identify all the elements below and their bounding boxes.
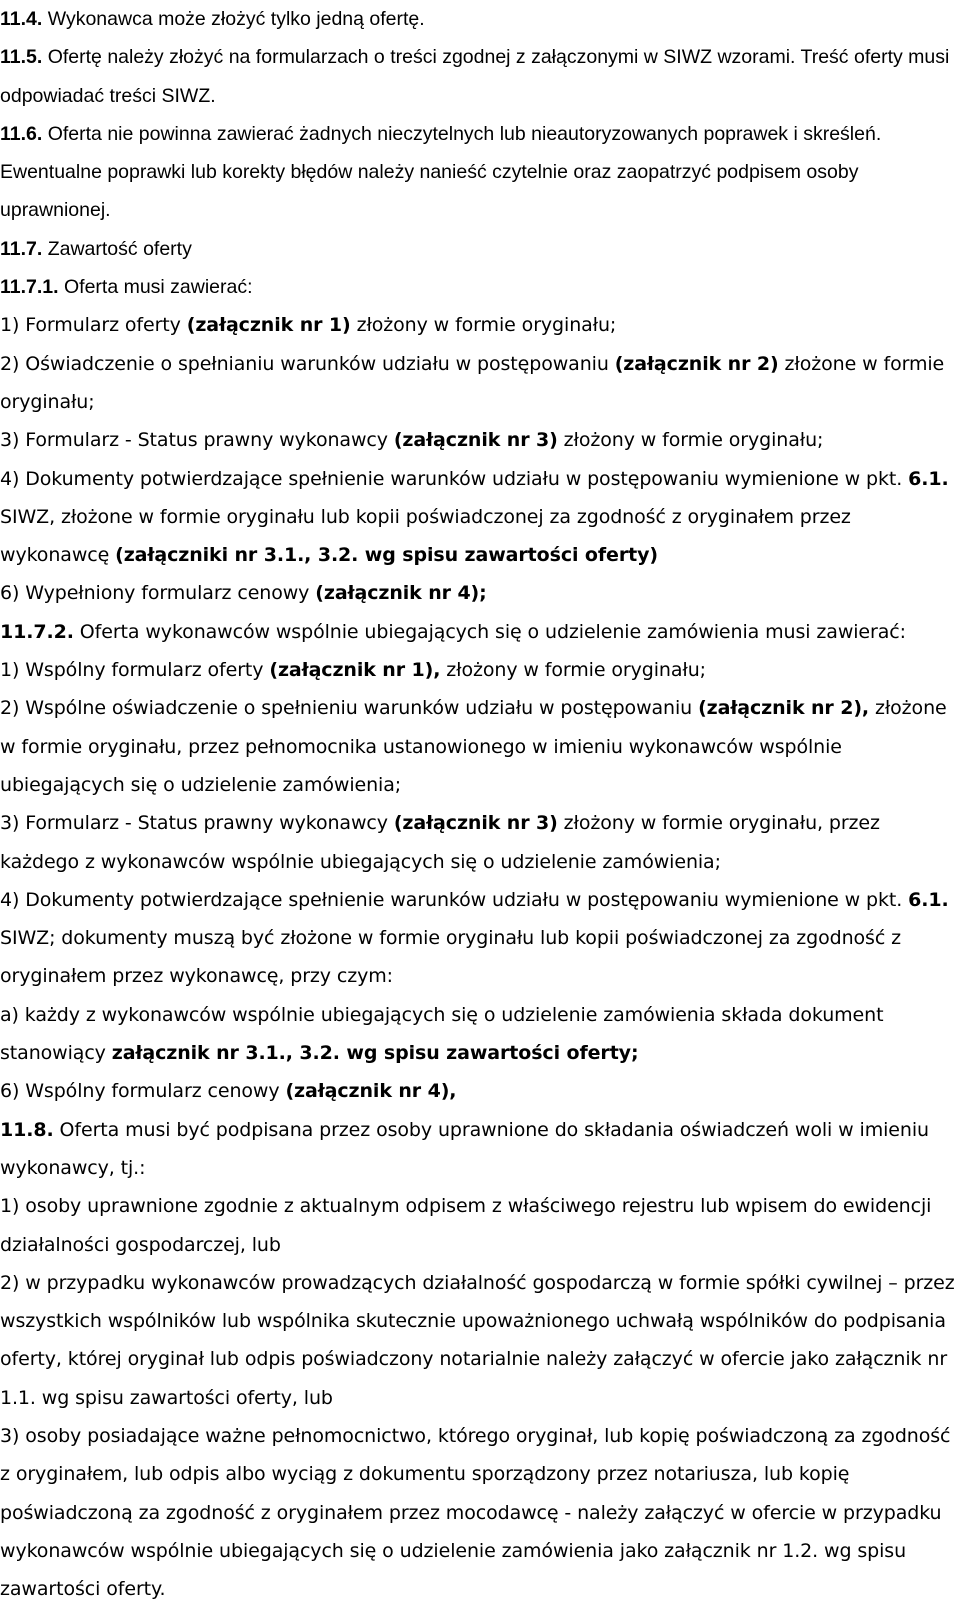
- list-text: 3) Formularz - Status prawny wykonawcy: [0, 812, 394, 835]
- list-item: [0, 804, 958, 881]
- section-text: Wykonawca może złożyć tylko jedną ofertę.: [42, 8, 425, 30]
- section-11-7-2: [0, 613, 958, 651]
- list-text: złożony w formie oryginału;: [350, 314, 617, 337]
- list-text: złożony w formie oryginału;: [557, 429, 824, 452]
- list-bold: (załączniki nr 3.1., 3.2. wg spisu zawartości oferty): [115, 544, 658, 567]
- section-number: 11.7.2.: [0, 620, 74, 643]
- list-bold: załącznik nr 3.1., 3.2. wg spisu zawartości oferty;: [111, 1042, 639, 1065]
- list-text: 4) Dokumenty potwierdzające spełnienie warunków udziału w postępowaniu wymienione w pkt.: [0, 888, 909, 911]
- list-text: 1) Formularz oferty: [0, 314, 187, 337]
- list-bold: (załącznik nr 3): [393, 812, 558, 835]
- list-text: złożony w formie oryginału, przez każdego z wykonawców wspólnie ubiegających się o udzielenie zamówienia;: [0, 812, 880, 873]
- list-text: 3) Formularz - Status prawny wykonawcy: [0, 429, 394, 452]
- list-text: złożone w formie oryginału, przez pełnomocnika ustanowionego w imieniu wykonawców wspólnie ubiegających się o udzielenie zamówienia;: [0, 697, 947, 796]
- list-item: [0, 460, 958, 575]
- list-bold: (załącznik nr 1),: [269, 659, 441, 682]
- list-text: 6) Wypełniony formularz cenowy: [0, 582, 316, 605]
- section-11-4: [0, 0, 958, 38]
- section-11-7: [0, 230, 958, 268]
- list-text: SIWZ; dokumenty muszą być złożone w formie oryginału lub kopii poświadczonej za zgodność z oryginałem przez wykonawcę, przy czym:: [0, 927, 901, 988]
- list-bold: (załącznik nr 4);: [315, 582, 487, 605]
- list-bold: (załącznik nr 3): [393, 429, 558, 452]
- list-text: złożone w formie oryginału;: [0, 352, 945, 413]
- section-number: 11.6.: [0, 122, 43, 145]
- list-item: 2) w przypadku wykonawców prowadzących działalność gospodarczą w formie spółki cywilnej – przez wszystkich wspólników lub wspólnika skutecznie upoważnionego uchwałą wspólników do podpisania oferty, której oryginał lub odpis poświadczony notarialnie należy załączyć w ofercie jako załącznik nr 1.1. wg spisu zawartości oferty, lub: [0, 1271, 955, 1409]
- list-item: [0, 881, 958, 996]
- section-text: Oferta musi zawierać:: [58, 276, 253, 299]
- section-number: 11.7.: [0, 237, 43, 260]
- list-item: [0, 345, 958, 422]
- section-text: Oferta musi być podpisana przez osoby uprawnione do składania oświadczeń woli w imieniu wykonawcy, tj.:: [0, 1118, 929, 1179]
- list-item: [0, 1072, 958, 1110]
- list-bold: (załącznik nr 1): [186, 314, 351, 337]
- section-number: 11.5.: [0, 46, 43, 69]
- section-number: 11.8.: [0, 1118, 54, 1141]
- list-item: [0, 306, 958, 344]
- list-item: [0, 996, 958, 1073]
- section-text: Ofertę należy złożyć na formularzach o treści zgodnej z załączonymi w SIWZ wzorami. Treść oferty musi odpowiadać treści SIWZ.: [0, 46, 950, 107]
- list-bold: 6.1.: [908, 467, 949, 490]
- list-text: 2) Wspólne oświadczenie o spełnieniu warunków udziału w postępowaniu: [0, 697, 699, 720]
- list-item: [0, 651, 958, 689]
- list-text: a) każdy z wykonawców wspólnie ubiegających się o udzielenie zamówienia składa dokument stanowiący: [0, 1003, 884, 1065]
- list-bold: 6.1.: [908, 888, 949, 911]
- section-text: Zawartość oferty: [42, 237, 192, 260]
- list-text: 4) Dokumenty potwierdzające spełnienie warunków udziału w postępowaniu wymienione w pkt.: [0, 467, 909, 490]
- section-11-7-1: [0, 268, 958, 306]
- list-bold: (załącznik nr 2): [614, 352, 779, 375]
- section-11-6: [0, 115, 958, 230]
- list-text: 1) Wspólny formularz oferty: [0, 659, 270, 682]
- list-bold: (załącznik nr 4),: [285, 1080, 457, 1103]
- list-item: [0, 574, 958, 612]
- section-11-5: [0, 38, 958, 115]
- section-11-8: [0, 1111, 958, 1188]
- section-text: Oferta nie powinna zawierać żadnych nieczytelnych lub nieautoryzowanych poprawek i skreśleń. Ewentualne poprawki lub korekty błędów należy nanieść czytelnie oraz zaopatrzyć podpisem osoby uprawnionej.: [0, 122, 882, 222]
- list-item: 1) osoby uprawnione zgodnie z aktualnym odpisem z właściwego rejestru lub wpisem do ewidencji działalności gospodarczej, lub: [0, 1195, 932, 1256]
- list-text: 6) Wspólny formularz cenowy: [0, 1080, 286, 1103]
- section-number: 11.4.: [0, 8, 43, 30]
- list-item: [0, 421, 958, 459]
- list-text: złożony w formie oryginału;: [440, 659, 706, 682]
- list-text: 2) Oświadczenie o spełnianiu warunków udziału w postępowaniu: [0, 352, 615, 375]
- list-bold: (załącznik nr 2),: [698, 697, 870, 720]
- list-text: SIWZ, złożone w formie oryginału lub kopii poświadczonej za zgodność z oryginałem przez wykonawcę: [0, 505, 851, 567]
- section-text: Oferta wykonawców wspólnie ubiegających się o udzielenie zamówienia musi zawierać:: [73, 620, 906, 643]
- list-item: 3) osoby posiadające ważne pełnomocnictwo, którego oryginał, lub kopię poświadczoną za zgodność z oryginałem, lub odpis albo wyciąg z dokumentu sporządzony przez notariusza, lub kopię poświadczoną za zgodność z oryginałem przez mocodawcę - należy załączyć w ofercie w przypadku wykonawców wspólnie ubiegających się o udzielenie zamówienia jako załącznik nr 1.2. wg spisu zawartości oferty.: [0, 1424, 951, 1601]
- list-item: [0, 689, 958, 804]
- section-number: 11.7.1.: [0, 276, 59, 299]
